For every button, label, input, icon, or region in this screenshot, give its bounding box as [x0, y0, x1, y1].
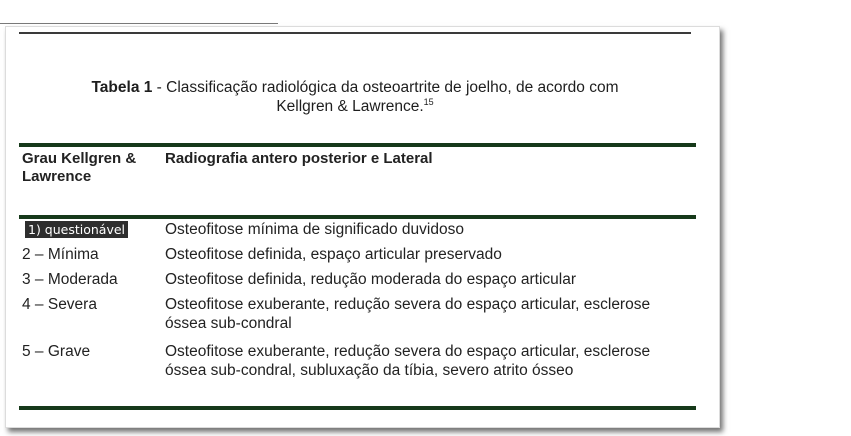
table-caption	[19, 78, 691, 116]
table-top-rule	[19, 32, 691, 34]
column-header-description: Radiografia antero posterior e Lateral	[165, 150, 433, 167]
row-description: Osteofitose exuberante, redução severa do espaço articular, esclerose óssea sub-condral, subluxação da tíbia, severo atrito ósseo	[165, 343, 651, 379]
row-grade: 3 – Moderada	[22, 271, 118, 288]
caption-reference: 15	[423, 96, 434, 107]
table-figure	[5, 26, 720, 428]
row-description: Osteofitose exuberante, redução severa do espaço articular, esclerose óssea sub-condral	[165, 296, 651, 332]
grade-tag: 1) questionável	[25, 221, 128, 238]
header-bottom-rule	[19, 215, 696, 219]
row-grade: 4 – Severa	[22, 296, 97, 313]
caption-line2: Kellgren & Lawrence.	[276, 98, 424, 115]
top-divider	[0, 23, 278, 24]
row-grade: 5 – Grave	[22, 343, 91, 360]
table-bottom-rule	[19, 406, 696, 410]
row-description: Osteofitose definida, espaço articular preservado	[165, 246, 502, 263]
row-description: Osteofitose mínima de significado duvidoso	[165, 221, 464, 238]
row-grade: 2 – Mínima	[22, 246, 99, 263]
caption-prefix: Tabela 1	[91, 79, 153, 96]
row-description: Osteofitose definida, redução moderada do espaço articular	[165, 271, 576, 288]
column-header-grade: Grau Kellgren & Lawrence	[22, 150, 137, 185]
header-top-rule	[19, 143, 696, 147]
caption-text: - Classificação radiológica da osteoartrite de joelho, de acordo com	[152, 79, 619, 96]
